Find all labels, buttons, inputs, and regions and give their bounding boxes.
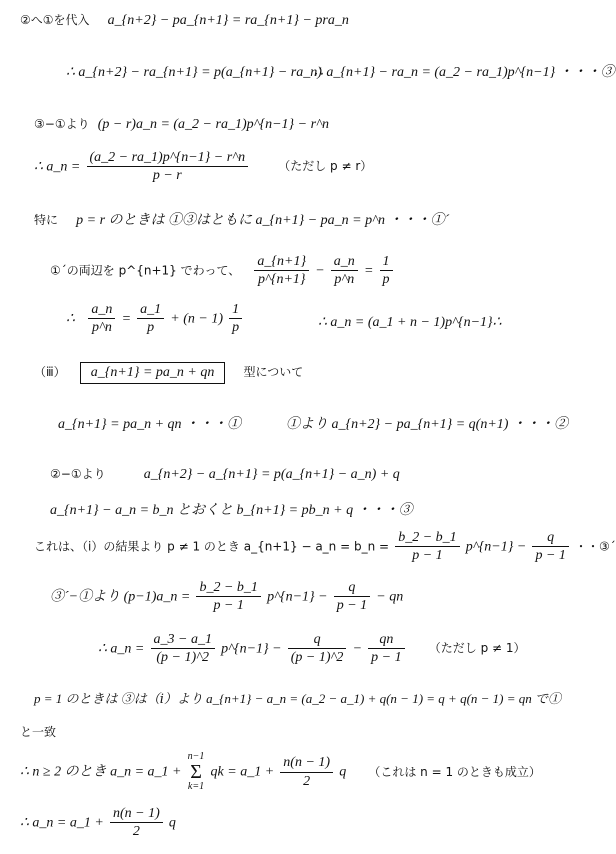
section-title: 型について bbox=[243, 365, 304, 379]
division-note: ①´の両辺を p^{n+1} でわって、 bbox=[50, 263, 241, 278]
lhs: ∴ a_n = a_1 + bbox=[20, 815, 104, 831]
denominator: p^{n+1} bbox=[257, 272, 306, 288]
denominator: p bbox=[147, 320, 155, 336]
denominator: p − 1 bbox=[371, 650, 402, 666]
denominator: p^n bbox=[334, 272, 355, 288]
tail-term: − qn bbox=[376, 589, 404, 605]
denominator: p − 1 bbox=[336, 598, 368, 614]
numerator: a_1 bbox=[137, 302, 164, 319]
equation-line-13 bbox=[50, 580, 403, 614]
lhs: ∴ a_n = bbox=[98, 641, 145, 657]
numerator: a_3 − a_1 bbox=[151, 632, 215, 649]
middle-term: p^{n−1} − bbox=[221, 641, 282, 657]
section-header-iii bbox=[34, 362, 303, 384]
denominator: p bbox=[382, 272, 390, 288]
numerator: a_{n+1} bbox=[254, 254, 309, 271]
equation-text: a_{n+2} − pa_{n+1} = ra_{n+1} − pra_n bbox=[107, 13, 349, 28]
equation-line-7 bbox=[66, 302, 244, 336]
middle-term: p^{n−1} − bbox=[465, 539, 527, 555]
equation-line-12 bbox=[34, 530, 616, 564]
minus-sign: − bbox=[315, 263, 325, 279]
equation-line-15: p = 1 のときは ③は（ⅰ）より a_{n+1} − a_n = (a_2 − a_1) + q(n − 1) = q + q(n − 1) = qn で① bbox=[34, 691, 562, 706]
equals-sign: = bbox=[121, 311, 132, 327]
denominator: p − r bbox=[152, 168, 182, 184]
middle-term: p^{n−1} − bbox=[267, 589, 328, 605]
equation-text: a_{n+2} − a_{n+1} = p(a_{n+1} − a_n) + q bbox=[143, 467, 400, 482]
fraction-1 bbox=[151, 632, 215, 666]
equals-sign: = bbox=[363, 263, 374, 279]
sigma-symbol: Σ bbox=[190, 761, 202, 783]
fraction-3 bbox=[368, 632, 404, 666]
denominator: p bbox=[232, 320, 240, 336]
denominator: p − 1 bbox=[412, 548, 443, 564]
equation-line-16: と一致 bbox=[20, 725, 57, 739]
substitution-label: ②へ①を代入 bbox=[20, 13, 90, 27]
equation-line-17 bbox=[20, 752, 541, 792]
numerator: b_2 − b_1 bbox=[395, 530, 459, 547]
denominator: p − 1 bbox=[535, 548, 566, 564]
section-label: （ⅲ） bbox=[34, 365, 66, 379]
condition-note: （ただし p ≠ r） bbox=[278, 159, 373, 174]
fraction-3 bbox=[380, 254, 393, 288]
fraction-2 bbox=[288, 632, 347, 666]
equation-line-14 bbox=[98, 632, 526, 666]
denominator: 2 bbox=[132, 824, 140, 840]
denominator: p − 1 bbox=[213, 598, 244, 614]
equation-line-1 bbox=[20, 14, 349, 28]
tail-term: q bbox=[168, 815, 176, 831]
therefore-sign: ∴ bbox=[66, 311, 79, 327]
boxed-recurrence: a_{n+1} = pa_n + qn bbox=[80, 362, 226, 384]
equation-line-5 bbox=[34, 214, 449, 228]
condition-note: （ただし p ≠ 1） bbox=[428, 641, 526, 656]
subtraction-label: ②−①より bbox=[50, 467, 106, 481]
numerator: n(n − 1) bbox=[280, 755, 333, 772]
fraction-2 bbox=[137, 302, 164, 336]
numerator: 1 bbox=[380, 254, 393, 271]
result-note: これは、（ⅰ）の結果より p ≠ 1 のとき a_{n+1} − a_n = b_n = bbox=[34, 539, 390, 554]
equation-line-10 bbox=[50, 468, 400, 482]
especially-label: 特に bbox=[34, 213, 59, 227]
equation-line-2b: ∴ a_{n+1} − ra_n = (a_2 − ra_1)p^{n−1} ・・・③ bbox=[314, 65, 615, 80]
equation-text: p = r のときは ①③はともに a_{n+1} − pa_n = p^n ・・・①´ bbox=[76, 213, 450, 228]
numerator: n(n − 1) bbox=[110, 806, 163, 823]
middle-term: qk = a_1 + bbox=[210, 764, 275, 780]
equation-line-9b: ①より a_{n+2} − pa_{n+1} = q(n+1) ・・・② bbox=[286, 417, 568, 432]
lhs: ∴ n ≥ 2 のとき a_n = a_1 + bbox=[20, 764, 182, 780]
equation-line-3 bbox=[34, 118, 329, 132]
lhs: ∴ a_n = bbox=[34, 159, 81, 175]
numerator: a_n bbox=[331, 254, 358, 271]
equation-line-9a: a_{n+1} = pa_n + qn ・・・① bbox=[58, 417, 242, 432]
fraction-1 bbox=[196, 580, 260, 614]
tail-term: q bbox=[339, 764, 347, 780]
subtraction-label: ③−①より bbox=[34, 117, 90, 131]
numerator: q bbox=[334, 580, 370, 597]
validity-note: （これは n = 1 のときも成立） bbox=[368, 764, 541, 779]
denominator: 2 bbox=[303, 773, 311, 789]
numerator: q bbox=[288, 632, 347, 649]
denominator: (p − 1)^2 bbox=[156, 650, 210, 666]
equation-line-11: a_{n+1} − a_n = b_n とおくと b_{n+1} = pb_n + q ・・・③ bbox=[50, 503, 413, 518]
numerator: qn bbox=[368, 632, 404, 649]
equation-line-4 bbox=[34, 150, 372, 184]
equation-line-2a: ∴ a_{n+2} − ra_{n+1} = p(a_{n+1} − ra_n) bbox=[66, 65, 322, 80]
fraction-1 bbox=[254, 254, 309, 288]
lhs: ③´−①より (p−1)a_n = bbox=[50, 589, 191, 605]
fraction-2 bbox=[331, 254, 358, 288]
fraction-1 bbox=[395, 530, 459, 564]
equation-line-6 bbox=[50, 254, 395, 288]
fraction-2 bbox=[532, 530, 568, 564]
fraction bbox=[87, 150, 249, 184]
numerator: (a_2 − ra_1)p^{n−1} − r^n bbox=[87, 150, 249, 167]
fraction-1 bbox=[88, 302, 115, 336]
sum-upper: n−1 bbox=[187, 751, 205, 762]
fraction-2 bbox=[334, 580, 370, 614]
equation-line-18 bbox=[20, 806, 176, 840]
fraction bbox=[110, 806, 163, 840]
numerator: a_n bbox=[88, 302, 115, 319]
fraction-3 bbox=[229, 302, 242, 336]
equation-text: (p − r)a_n = (a_2 − ra_1)p^{n−1} − r^n bbox=[97, 117, 329, 132]
fraction bbox=[280, 755, 333, 789]
summation bbox=[188, 752, 205, 792]
sum-lower: k=1 bbox=[187, 781, 205, 792]
denominator: p^n bbox=[91, 320, 112, 336]
denominator: (p − 1)^2 bbox=[290, 650, 344, 666]
numerator: 1 bbox=[229, 302, 242, 319]
numerator: b_2 − b_1 bbox=[196, 580, 260, 597]
minus-sign: − bbox=[352, 641, 363, 657]
reference-mark: ・・③´ bbox=[575, 539, 616, 554]
numerator: q bbox=[532, 530, 568, 547]
middle-term: + (n − 1) bbox=[170, 311, 224, 327]
equation-line-7-result: ∴ a_n = (a_1 + n − 1)p^{n−1}∴ bbox=[318, 315, 502, 330]
